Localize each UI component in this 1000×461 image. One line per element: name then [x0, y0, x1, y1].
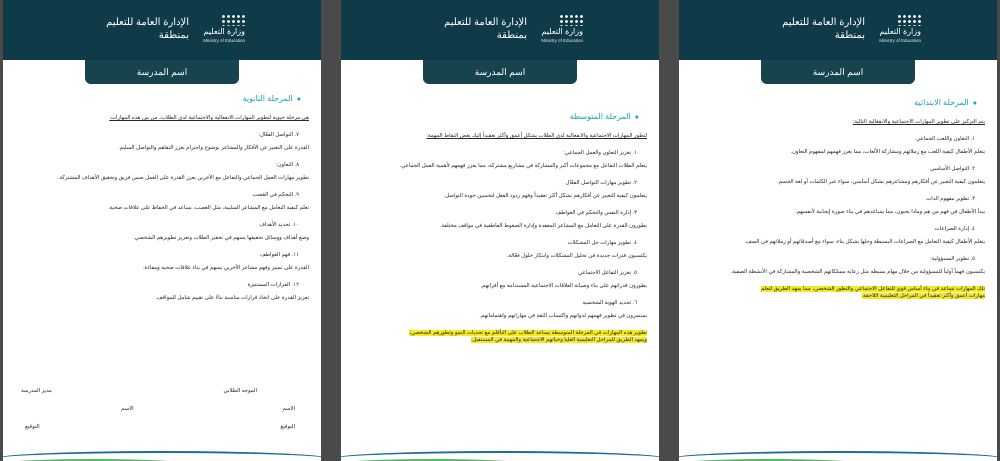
page-content	[349, 112, 647, 344]
item-desc: يكتسبون فهماً أولياً للمسؤولية من خلال مهام بسيطة مثل رعاية ممتلكاتهم الشخصية والمشاركة في الأنشطة الصفية.	[730, 269, 985, 275]
item-desc: يتعلم الأطفال كيفية اللعب مع زملائهم ومشاركة الألعاب، مما يعزز فهمهم لمفهوم التعاون.	[790, 149, 985, 155]
ministry-name-ar: وزارة التعليم	[541, 27, 583, 36]
director-signature-label: التوقيع	[25, 424, 40, 430]
item-title: ٦. تحديد الهوية الشخصية	[582, 300, 637, 306]
item-desc: يستمرون في تطوير فهمهم لذواتهم واكتساب الثقة في مهاراتهم واهتماماتهم.	[479, 313, 647, 319]
ministry-logo	[193, 14, 245, 50]
stage-title	[349, 112, 639, 123]
bullet-icon: ●	[972, 100, 977, 107]
item-desc: يتعلم الطلاب التفاعل مع مجموعات أكبر والمشاركة في مشاريع مشتركة، مما يعزز فهمهم لأهمية العمل الجماعي.	[399, 163, 647, 169]
intermediate-stage-page	[341, 0, 659, 461]
item-title: ٩. التحكم في الغضب	[252, 192, 299, 198]
director-name-label: الاسم	[121, 406, 134, 412]
item-desc: تعزيز القدرة على اتخاذ قرارات مناسبة بناءً على تقييم شامل للمواقف.	[155, 295, 309, 301]
bullet-icon: ●	[296, 96, 301, 103]
highlight-line: ويمهد الطريق للمراحل التعليمية العليا وحياتهم الاجتماعية والمهنية في المستقبل.	[470, 337, 647, 343]
item-title: ٢. التواصل الأساسي	[930, 166, 975, 172]
ministry-logo	[869, 14, 921, 50]
logo-dots-icon	[221, 14, 245, 26]
item-title: ١٠. تحديد الأهداف	[259, 222, 299, 228]
item-title: ٢. تطوير مهارات التواصل الفعّال	[565, 180, 637, 186]
stage-title	[687, 98, 977, 109]
item-desc: يطورون قدراتهم على بناء وصيانة العلاقات الاجتماعية المستدامة مع أقرانهم.	[480, 283, 647, 289]
item-title: ٤. إدارة الصراعات	[934, 226, 975, 232]
item-desc: القدرة على التعبير عن الأفكار والمشاعر بوضوح واحترام يعزز التفاهم والتواصل السليم.	[118, 145, 309, 151]
secondary-stage-page	[3, 0, 321, 461]
org-name-line1: الإدارة العامة للتعليم	[782, 17, 865, 28]
item-desc: يتعلمون كيفية التعبير عن أفكارهم ومشاعرهم بشكل أساسي، سواء عبر الكلمات أو لغة الجسم.	[777, 179, 985, 185]
item-desc: تطوير مهارات العمل الجماعي والتفاعل مع الآخرين يعزز القدرة على العمل ضمن فريق وتحقيق الأهداف المشتركة.	[57, 175, 309, 181]
item-desc: يبدأ الأطفال في فهم من هم وماذا يحبون، مما يساعدهم في بناء صورة إيجابية لأنفسهم.	[795, 209, 985, 215]
director-label: مدير المدرسة	[21, 388, 52, 394]
school-name-bar: اسم المدرسة	[85, 60, 239, 84]
org-name-line2: بمنطقة	[158, 30, 189, 41]
item-title: ٥. تطوير المسؤولية:	[930, 256, 975, 262]
ministry-name-ar: وزارة التعليم	[203, 27, 245, 36]
org-name-line2: بمنطقة	[496, 30, 527, 41]
org-name	[782, 16, 865, 42]
item-title: ١٢. القرارات المستنيرة	[247, 282, 299, 288]
item-title: ٧. التواصل الفعّال:	[258, 132, 299, 138]
highlighted-conclusion	[349, 330, 647, 344]
logo-dots-icon	[559, 14, 583, 26]
intro-text: هي مرحلة حيوية لتطوير المهارات الانفعالية والاجتماعية لدى الطلاب، من بين هذه المهارات:	[109, 115, 309, 121]
counselor-signature-label: التوقيع	[280, 424, 295, 430]
org-name-line1: الإدارة العامة للتعليم	[106, 17, 189, 28]
highlight-line: تطوير هذه المهارات في المرحلة المتوسطة يساعد الطلاب على التأقلم مع تحديات النمو وتطورهم الشخصي،	[409, 330, 647, 336]
item-desc: وضع أهداف ووسائل تحقيقها يسهم في تحفيز الطلاب وتعزيز تطويرهم الشخصي.	[133, 235, 309, 241]
page-header	[341, 0, 659, 60]
item-desc: يتعلم الأطفال كيفية التعامل مع الصراعات البسيطة وحلها بشكل بناء، سواء مع أصدقائهم أو زملائهم في الصف.	[744, 239, 985, 245]
ministry-name-en: Ministry of Education	[541, 38, 583, 43]
stage-title	[11, 94, 301, 105]
intro-text: لتطور المهارات الاجتماعية والانفعالية لدى الطلاب بشكل أعمق وأكثر تعقيداً إليك بعض النقاط المهمة:	[426, 133, 647, 139]
ministry-name-en: Ministry of Education	[203, 38, 245, 43]
ministry-name-ar: وزارة التعليم	[879, 27, 921, 36]
highlight-line: تلك المهارات تساعد في بناء أساس قوي للتفاعل الاجتماعي والتطور الشخصي، مما يمهد الطريق لتعلم	[760, 286, 985, 292]
item-title: ٤. تطوير مهارات حل المشكلات	[567, 240, 637, 246]
org-name-line1: الإدارة العامة للتعليم	[444, 17, 527, 28]
stage-title-text: المرحلة المتوسطة	[569, 112, 631, 121]
counselor-label: الموجه الطلابي	[223, 388, 257, 394]
page-header	[3, 0, 321, 60]
item-desc: يطورون القدرة على التعامل مع المشاعر المعقدة وإدارة الضغوط العاطفية في مواقف مختلفة.	[439, 223, 647, 229]
item-desc: يكتسبون قدرات جديدة في تحليل المشكلات وابتكار حلول فعّالة.	[506, 253, 647, 259]
item-title: ٥. تعزيز التفاعل الاجتماعي	[578, 270, 637, 276]
primary-stage-page	[679, 0, 997, 461]
item-desc: يتعلمون كيفية التعبير عن أفكارهم بشكل أكثر تعقيداً وفهم ردود الفعل لتحسين جودة التواصل.	[443, 193, 647, 199]
counselor-name-label: الاسم	[282, 406, 295, 412]
logo-dots-icon	[897, 14, 921, 26]
item-desc: القدرة على تمييز وفهم مشاعر الآخرين يسهم في بناء علاقات صحية ومقاءة.	[143, 265, 309, 271]
item-title: ١١. فهم العواطف	[260, 252, 299, 258]
ministry-logo	[531, 14, 583, 50]
school-name-bar: اسم المدرسة	[423, 60, 577, 84]
bullet-icon: ●	[634, 114, 639, 121]
school-name-bar: اسم المدرسة	[761, 60, 915, 84]
org-name	[444, 16, 527, 42]
stage-title-text: المرحلة الابتدائية	[914, 98, 969, 107]
intro-text: يتم التركيز على تطوير المهارات الاجتماعية والانفعالية التالية:	[852, 119, 985, 125]
ministry-name-en: Ministry of Education	[879, 38, 921, 43]
page-content	[11, 94, 309, 312]
page-content	[687, 98, 985, 300]
item-title: ١. تعزيز التعاون والعمل الجماعي:	[563, 150, 637, 156]
highlighted-conclusion	[687, 286, 985, 300]
org-name-line2: بمنطقة	[834, 30, 865, 41]
stage-title-text: المرحلة الثانوية	[242, 94, 293, 103]
item-title: ٨. التعاون:	[276, 162, 299, 168]
item-title: ٣. تطوير مفهوم الذات	[926, 196, 975, 202]
page-header	[679, 0, 997, 60]
highlight-line: مهارات أعمق وأكثر تعقيداً في المراحل التعليمية اللاحقة.	[861, 293, 985, 299]
item-title: ١. التعاون واللعب الجماعي	[916, 136, 975, 142]
item-title: ٣. إدارة النفس والتحكم في العواطف	[555, 210, 637, 216]
org-name	[106, 16, 189, 42]
item-desc: تعلم كيفية التعامل مع المشاعر السلبية، مثل الغضب، يساعد في الحفاظ على علاقات صحية.	[107, 205, 309, 211]
